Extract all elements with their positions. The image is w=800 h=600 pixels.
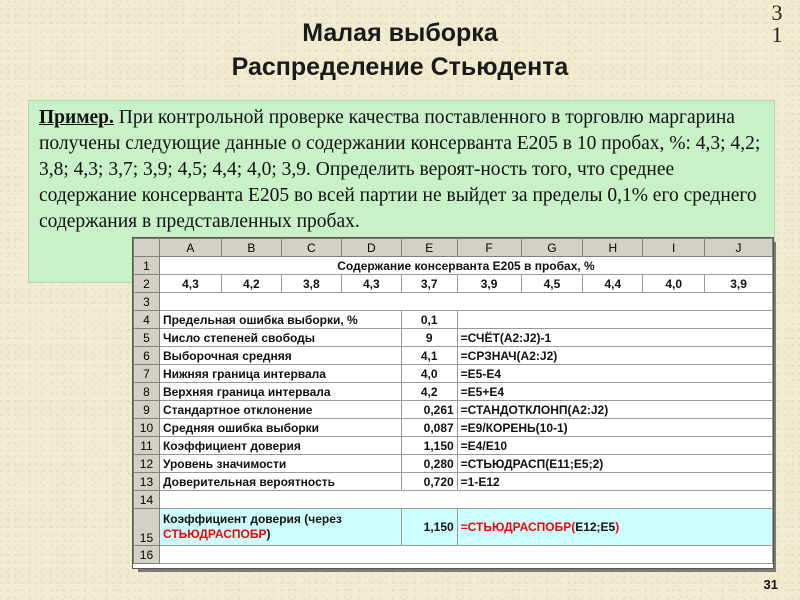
row-header[interactable]: 3 xyxy=(134,293,160,311)
table-row xyxy=(134,509,773,546)
column-header[interactable]: A xyxy=(159,239,221,257)
table-row xyxy=(134,257,773,275)
label-cell[interactable] xyxy=(159,509,401,546)
table-row xyxy=(134,365,773,383)
data-cell[interactable]: 3,9 xyxy=(457,275,521,293)
formula-cell[interactable]: =СТЬЮДРАСП(Е11;Е5;2) xyxy=(457,455,772,473)
table-row xyxy=(134,491,773,509)
example-label: Пример. xyxy=(39,107,114,128)
row-header[interactable]: 16 xyxy=(134,546,160,564)
value-cell[interactable]: 0,1 xyxy=(401,311,457,329)
row-header[interactable]: 8 xyxy=(134,383,160,401)
table-row xyxy=(134,437,773,455)
label-cell[interactable]: Число степеней свободы xyxy=(159,329,401,347)
formula-args: Е12;Е5 xyxy=(575,520,616,534)
title-line-2: Распределение Стьюдента xyxy=(231,53,569,81)
table-row xyxy=(134,293,773,311)
table-row xyxy=(134,329,773,347)
formula-cell[interactable]: =Е5+Е4 xyxy=(457,383,772,401)
column-header[interactable]: C xyxy=(281,239,341,257)
table-row xyxy=(134,401,773,419)
column-header[interactable]: J xyxy=(705,239,773,257)
row-header[interactable]: 13 xyxy=(134,473,160,491)
data-cell[interactable]: 4,4 xyxy=(583,275,643,293)
value-cell[interactable]: 0,261 xyxy=(401,401,457,419)
table-row xyxy=(134,546,773,564)
value-cell[interactable]: 9 xyxy=(401,329,457,347)
table-row xyxy=(134,347,773,365)
column-header[interactable]: D xyxy=(341,239,401,257)
label-cell[interactable]: Средняя ошибка выборки xyxy=(159,419,401,437)
label-cell[interactable]: Выборочная средняя xyxy=(159,347,401,365)
label-cell[interactable]: Нижняя граница интервала xyxy=(159,365,401,383)
value-cell[interactable]: 0,280 xyxy=(401,455,457,473)
empty-cell[interactable] xyxy=(159,293,772,311)
table-row xyxy=(134,455,773,473)
value-cell[interactable]: 1,150 xyxy=(401,437,457,455)
spreadsheet-grid xyxy=(133,238,773,564)
table-row xyxy=(134,311,773,329)
row-header[interactable]: 6 xyxy=(134,347,160,365)
formula-cell[interactable]: =СЧЁТ(А2:J2)-1 xyxy=(457,329,772,347)
corner-cell[interactable] xyxy=(134,239,160,257)
table-row xyxy=(134,419,773,437)
formula-function: =СТЬЮДРАСПОБР( xyxy=(460,520,576,534)
formula-cell[interactable]: =1-Е12 xyxy=(457,473,772,491)
title-line-1: Малая выборка xyxy=(302,19,498,47)
label-cell[interactable]: Предельная ошибка выборки, % xyxy=(159,311,401,329)
formula-cell[interactable]: =Е5-Е4 xyxy=(457,365,772,383)
formula-cell[interactable]: =СРЗНАЧ(А2:J2) xyxy=(457,347,772,365)
column-header[interactable]: H xyxy=(583,239,643,257)
slide-number-digit-2: 1 xyxy=(771,22,783,47)
value-cell[interactable]: 0,720 xyxy=(401,473,457,491)
label-suffix: ) xyxy=(266,527,271,541)
sheet-title-cell[interactable]: Содержание консерванта Е205 в пробах, % xyxy=(159,257,772,275)
label-cell[interactable]: Верхняя граница интервала xyxy=(159,383,401,401)
data-cell[interactable]: 3,7 xyxy=(401,275,457,293)
data-cell[interactable]: 4,5 xyxy=(521,275,583,293)
data-cell[interactable]: 3,8 xyxy=(281,275,341,293)
spreadsheet xyxy=(132,237,774,569)
table-row xyxy=(134,473,773,491)
data-cell[interactable]: 4,3 xyxy=(341,275,401,293)
row-header[interactable]: 14 xyxy=(134,491,160,509)
formula-cell[interactable] xyxy=(457,311,772,329)
row-header[interactable]: 5 xyxy=(134,329,160,347)
row-header[interactable]: 11 xyxy=(134,437,160,455)
empty-cell[interactable] xyxy=(159,491,772,509)
value-cell[interactable]: 0,087 xyxy=(401,419,457,437)
formula-cell[interactable]: =Е9/КОРЕНЬ(10-1) xyxy=(457,419,772,437)
label-cell[interactable]: Уровень значимости xyxy=(159,455,401,473)
column-header[interactable]: G xyxy=(521,239,583,257)
data-cell[interactable]: 4,2 xyxy=(221,275,281,293)
row-header[interactable]: 9 xyxy=(134,401,160,419)
table-row xyxy=(134,275,773,293)
row-header[interactable]: 4 xyxy=(134,311,160,329)
data-cell[interactable]: 4,0 xyxy=(643,275,705,293)
column-header[interactable]: I xyxy=(643,239,705,257)
row-header[interactable]: 12 xyxy=(134,455,160,473)
slide-number-bottom: 31 xyxy=(763,577,778,592)
label-prefix: Коэффициент доверия (через xyxy=(162,512,342,526)
value-cell[interactable]: 4,2 xyxy=(401,383,457,401)
formula-cell[interactable]: =Е4/Е10 xyxy=(457,437,772,455)
value-cell[interactable]: 4,1 xyxy=(401,347,457,365)
row-header[interactable]: 15 xyxy=(134,509,160,546)
row-header[interactable]: 7 xyxy=(134,365,160,383)
row-header[interactable]: 10 xyxy=(134,419,160,437)
row-header[interactable]: 1 xyxy=(134,257,160,275)
column-header[interactable]: B xyxy=(221,239,281,257)
slide-number-digit-1: 3 xyxy=(771,0,783,25)
column-header[interactable]: E xyxy=(401,239,457,257)
formula-cell[interactable] xyxy=(457,509,772,546)
table-row xyxy=(134,383,773,401)
row-header[interactable]: 2 xyxy=(134,275,160,293)
empty-cell[interactable] xyxy=(159,546,772,564)
slide-title xyxy=(0,16,800,84)
value-cell[interactable]: 1,150 xyxy=(401,509,457,546)
example-body: При контрольной проверке качества поставленного в торговлю маргарина получены следующие данные о содержании консерванта Е205 в 10 пробах, %: 4,3; 4,2; 3,8; 4,3; 3,7; 3,9; 4,5; 4,4; 4,0; 3,9. Определить вероят-ность того, что среднее содержание консерванта Е205 во всей партии не выйдет за пределы 0,1% его среднего содержания в представленных пробах. xyxy=(39,107,761,232)
label-cell[interactable]: Коэффициент доверия xyxy=(159,437,401,455)
formula-cell[interactable]: =СТАНДОТКЛОНП(А2:J2) xyxy=(457,401,772,419)
column-header-row xyxy=(134,239,773,257)
label-function-name: СТЬЮДРАСПОБР xyxy=(162,527,267,541)
label-cell[interactable]: Стандартное отклонение xyxy=(159,401,401,419)
column-header[interactable]: F xyxy=(457,239,521,257)
label-cell[interactable]: Доверительная вероятность xyxy=(159,473,401,491)
example-paragraph xyxy=(39,105,767,235)
formula-close: ) xyxy=(615,520,620,534)
value-cell[interactable]: 4,0 xyxy=(401,365,457,383)
data-cell[interactable]: 4,3 xyxy=(159,275,221,293)
data-cell[interactable]: 3,9 xyxy=(705,275,773,293)
